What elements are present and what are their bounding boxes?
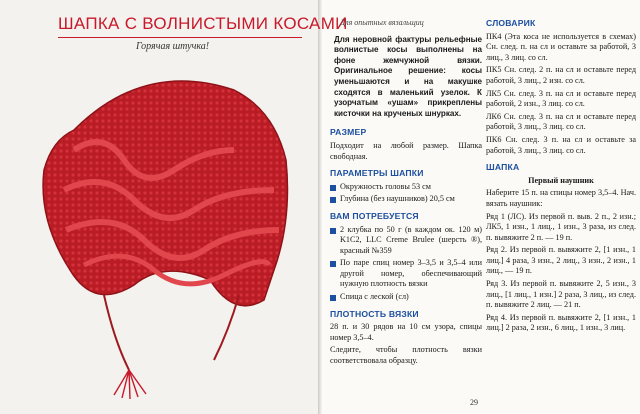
instructions-column-1	[330, 18, 482, 369]
earflap-intro: Наберите 15 п. на спицы номер 3,5–4. Нач. вязать наушник:	[486, 188, 636, 208]
section-heading-size: РАЗМЕР	[330, 127, 367, 138]
row-instruction: Ряд 4. Из первой п. вывяжите 2, [1 изн., 1 лиц.] 2 раза, 2 изн., 6 лиц., 1 изн., 3 лиц.	[486, 312, 636, 333]
skill-level: Для опытных вязальщиц	[340, 18, 424, 27]
row-instruction: Ряд 1 (ЛС). Из первой п. выв. 2 п., 2 изн.; ЛК5, 1 изн., 1 лиц., 1 изн., 3 раза, из след. п. вывяжите 2 п. — 19 п.	[486, 211, 636, 242]
section-heading-params: ПАРАМЕТРЫ ШАПКИ	[330, 168, 424, 179]
material-item: 2 клубка по 50 г (в каждом ок. 120 м) K1C2, LLC Creme Brulee (шерсть ®), красный №359	[330, 225, 482, 257]
section-heading-density: ПЛОТНОСТЬ ВЯЗКИ	[330, 308, 419, 319]
param-item: Глубина (без наушников) 20,5 см	[330, 194, 482, 205]
section-heading-hat: ШАПКА	[486, 162, 520, 173]
page-subtitle: Горячая штучка!	[136, 41, 210, 52]
density-text: 28 п. и 30 рядов на 10 см узора, спицы номер 3,5–4.	[330, 322, 482, 342]
section-heading-glossary: СЛОВАРИК	[486, 18, 536, 28]
subheading-earflap: Первый наушник	[528, 175, 594, 185]
glossary-item: ЛК5 Сн. след. 3 п. на сл и оставьте перед работой, 2 изн., 3 лиц. со сл.	[486, 88, 636, 109]
page-title: ШАПКА С ВОЛНИСТЫМИ КОСАМИ	[58, 14, 348, 33]
row-instruction: Ряд 3. Из первой п. вывяжите 2, 5 изн., 3 лиц., [1 лиц., 1 изн.] 2 раза, 3 лиц., из след. п. вывяжите 2 лиц. — 21 п.	[486, 279, 636, 310]
glossary-item: ПК5 Сн. след. 2 п. на сл и оставьте перед работой, 3 лиц., 2 изн. со сл.	[486, 65, 636, 85]
instructions-column-2	[486, 18, 636, 336]
page-number: 29	[470, 398, 478, 407]
title-underline	[58, 37, 302, 38]
material-item: Спица с леской (сл)	[330, 292, 482, 303]
glossary-item: ПК6 Сн. след. 3 п. на сл и оставьте за работой, 3 лиц., 3 лиц. со сл.	[486, 134, 636, 155]
intro-paragraph: Для неровной фактуры рельефные волнистые косы выполнены на фоне жемчужной вязки. Оригинальное решение: косы уменьшаются и на макушке сходятся в маленький узелок. К узорчатым «ушам» прикреплены кисточки на крученых шнурках.	[334, 34, 482, 118]
hat-cord-left	[104, 295, 129, 370]
hat-cord-right	[214, 295, 239, 360]
density-note: Следите, чтобы плотность вязки соответствовала образцу.	[330, 345, 482, 366]
row-instruction: Ряд 2. Из первой п. вывяжите 2, [1 изн., 1 лиц.] 4 раза, 3 изн., 2 лиц., 3 изн., 2 изн., 1 лиц., — 19 п.	[486, 245, 636, 276]
material-item: По паре спиц номер 3–3,5 и 3,5–4 или другой номер, обеспечивающий нужную плотность вязки	[330, 258, 482, 290]
section-heading-materials: ВАМ ПОТРЕБУЕТСЯ	[330, 210, 419, 221]
glossary-item: ЛК6 Сн. след. 3 п. на сл и оставьте перед работой, 3 лиц., 3 лиц. со сл.	[486, 111, 636, 132]
size-text: Подходит на любой размер. Шапка свободная.	[330, 140, 482, 161]
glossary-item: ПК4 (Эта коса не используется в схемах) Сн. след. п. на сл и оставьте за работой, 3 лиц., 3 лиц. со сл.	[486, 31, 636, 62]
red-knitted-hat-icon	[34, 70, 296, 400]
tassel	[114, 370, 146, 399]
param-item: Окружность головы 53 см	[330, 182, 482, 193]
